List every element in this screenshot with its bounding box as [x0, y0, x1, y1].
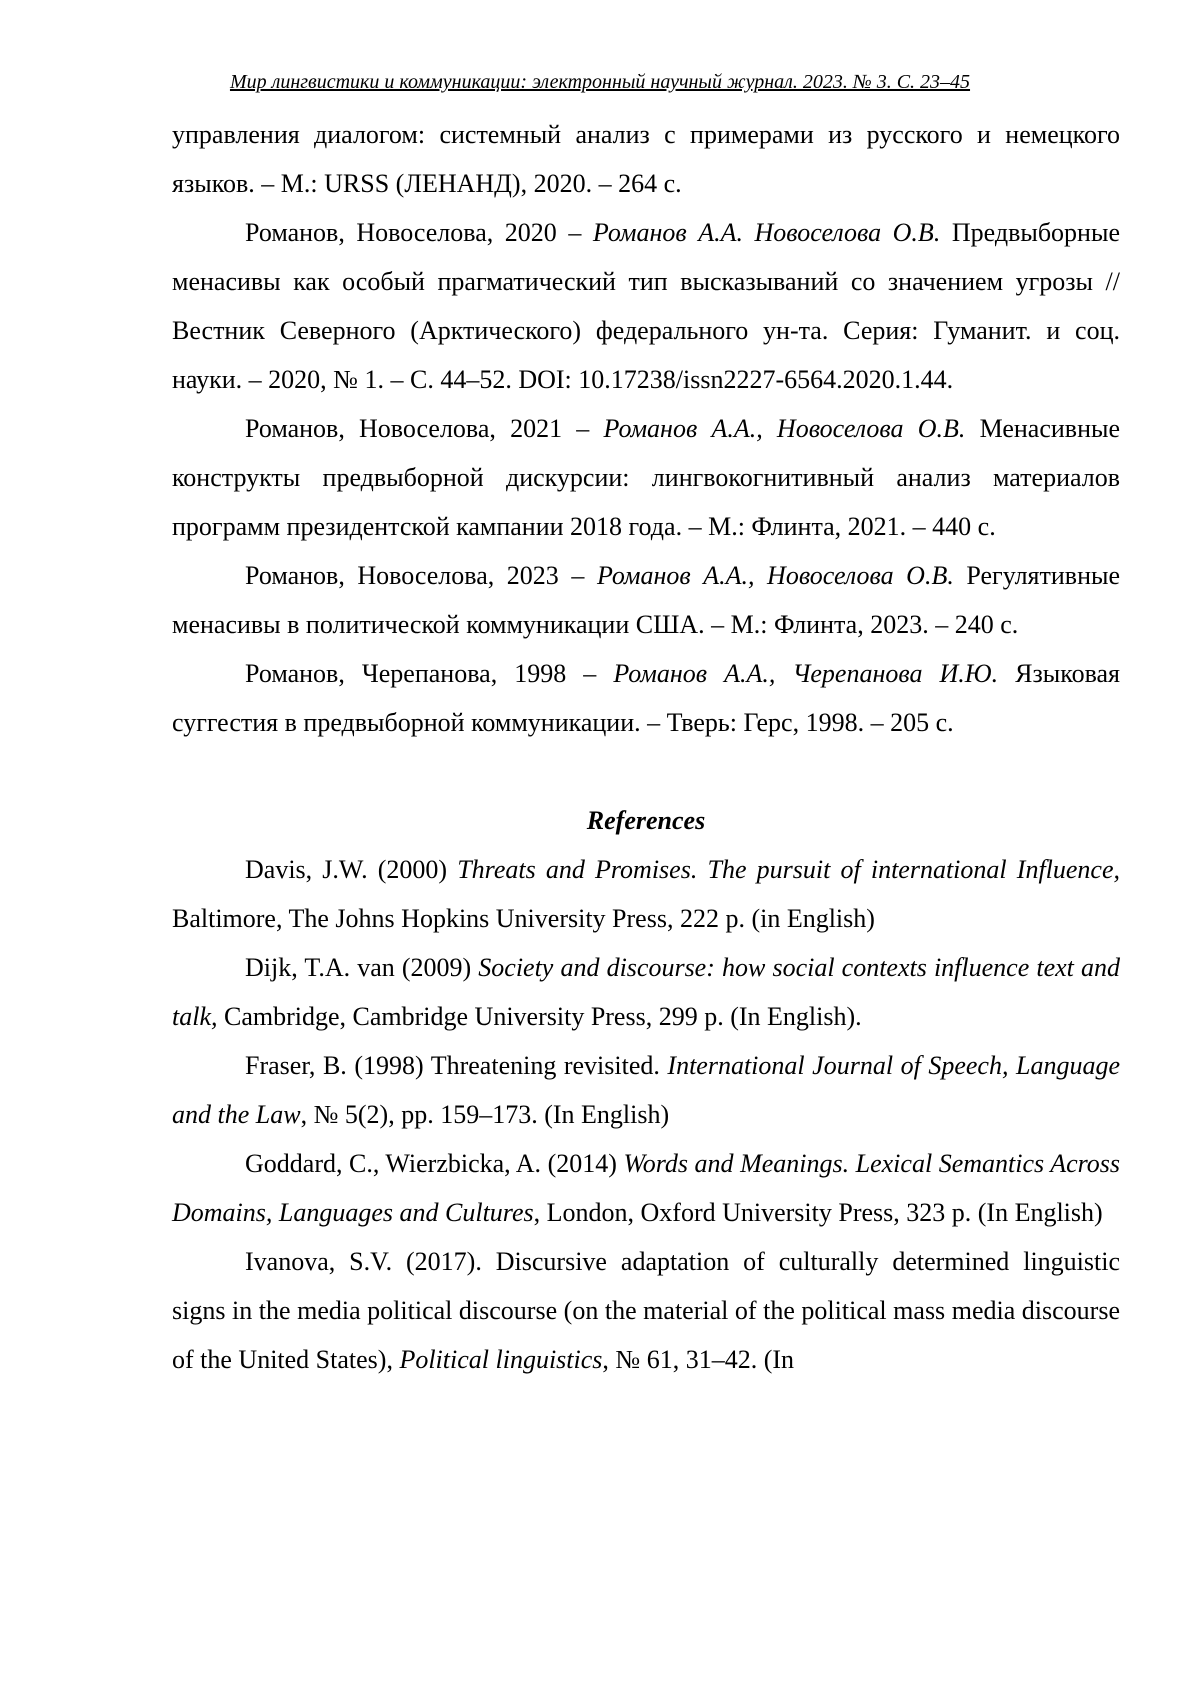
entry-authors: Романов А.А. Новоселова О.В.: [592, 218, 941, 247]
entry-short-citation: Романов, Новоселова, 2020 –: [245, 218, 593, 247]
reference-publisher: Baltimore, The Johns Hopkins University Press, 222 p. (in English): [172, 904, 875, 933]
entry-details: Регулятивные менасивы в политической коммуникации США. – М.: Флинта, 2023. – 240 с.: [172, 561, 1120, 639]
entry-details: Предвыборные менасивы как особый прагматический тип высказываний со значением угрозы // Вестник Северного (Арктического) федерального ун-та. Серия: Гуманит. и соц. науки. – 2020, № 1. – С. 44–52. DOI: 10.17238/issn2227-6564.2020.1.44.: [172, 218, 1120, 394]
reference-title: Threats and Promises. The pursuit of international Influence,: [457, 855, 1121, 884]
reference-journal: Political linguistics: [399, 1345, 603, 1374]
reference-author-year: Ivanova, S.V. (2017). Discursive adaptation of culturally determined linguistic signs in the media political discourse (on the material of the political mass media discourse of the United States),: [172, 1247, 1120, 1374]
reference-entry: [172, 1041, 1120, 1139]
bibliography-entry: [172, 649, 1120, 747]
reference-publisher: , London, Oxford University Press, 323 p. (In English): [533, 1198, 1103, 1227]
reference-author-year: Goddard, C., Wierzbicka, A. (2014): [245, 1149, 624, 1178]
bibliography-entry: [172, 208, 1120, 404]
reference-entry: [172, 1139, 1120, 1237]
entry-details: Менасивные конструкты предвыборной дискурсии: лингвокогнитивный анализ материалов программ президентской кампании 2018 года. – М.: Флинта, 2021. – 440 с.: [172, 414, 1120, 541]
reference-pages: , № 61, 31–42. (In: [602, 1345, 795, 1374]
references-heading: References: [586, 806, 706, 835]
running-header: Мир лингвистики и коммуникации: электронный научный журнал. 2023. № 3. С. 23–45: [229, 71, 971, 93]
bibliography-entry: [172, 551, 1120, 649]
bibliography-entry: [172, 404, 1120, 551]
reference-title: Society and discourse: how social contexts influence text and talk,: [172, 953, 1120, 1031]
entry-authors: Романов А.А., Черепанова И.Ю.: [613, 659, 999, 688]
continuation-paragraph: управления диалогом: системный анализ с примерами из русского и немецкого языков. – М.: URSS (ЛЕНАНД), 2020. – 264 с.: [172, 120, 1120, 198]
reference-author-year: Davis, J.W. (2000): [245, 855, 458, 884]
reference-pages: , № 5(2), pp. 159–173. (In English): [300, 1100, 670, 1129]
entry-authors: Романов А.А., Новоселова О.В.: [596, 561, 954, 590]
entry-details: Языковая суггестия в предвыборной коммуникации. – Тверь: Герс, 1998. – 205 с.: [172, 659, 1121, 737]
body-text: [172, 110, 1120, 1384]
reference-author-year: Fraser, B. (1998) Threatening revisited.: [245, 1051, 668, 1080]
section-spacer: [172, 747, 1120, 796]
reference-entry: [172, 943, 1120, 1041]
entry-short-citation: Романов, Новоселова, 2023 –: [245, 561, 597, 590]
entry-authors: Романов А.А., Новоселова О.В.: [603, 414, 966, 443]
reference-author-year: Dijk, T.A. van (2009): [245, 953, 479, 982]
reference-title: Words and Meanings. Lexical Semantics Across Domains, Languages and Cultures: [172, 1149, 1120, 1227]
entry-short-citation: Романов, Черепанова, 1998 –: [245, 659, 614, 688]
reference-entry: [172, 845, 1120, 943]
reference-journal: International Journal of Speech, Language and the Law: [172, 1051, 1120, 1129]
reference-publisher: Cambridge, Cambridge University Press, 299 p. (In English).: [217, 1002, 862, 1031]
reference-entry: [172, 1237, 1120, 1384]
entry-short-citation: Романов, Новоселова, 2021 –: [245, 414, 604, 443]
